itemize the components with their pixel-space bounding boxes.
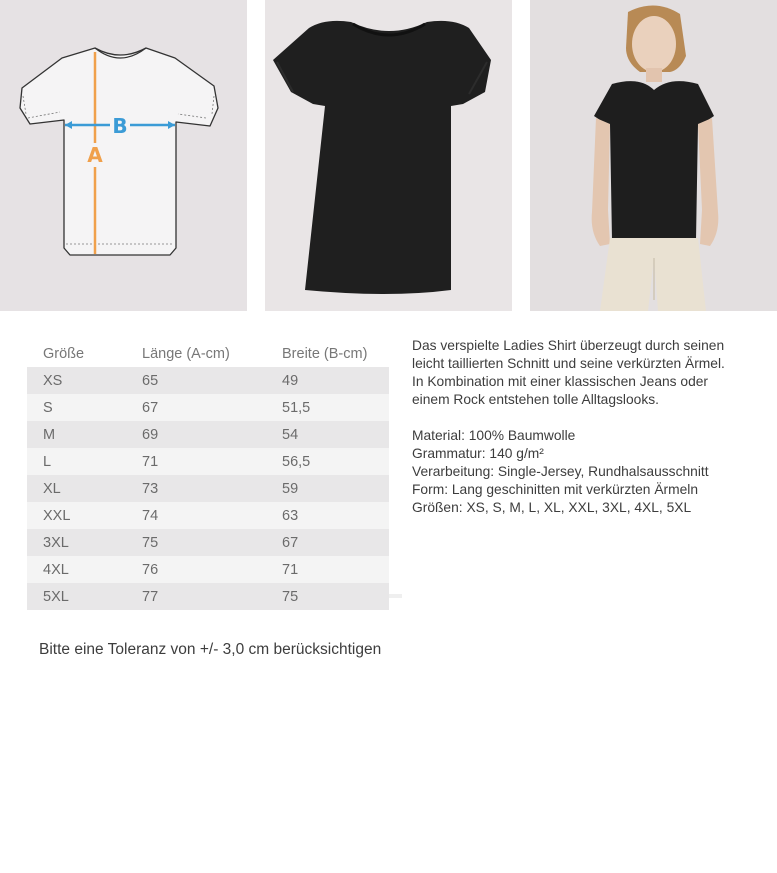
intro-line: In Kombination mit einer klassischen Jeans oder bbox=[412, 374, 709, 389]
table-divider bbox=[389, 594, 402, 598]
product-photo bbox=[265, 0, 512, 311]
column-header-size: Größe bbox=[27, 340, 142, 367]
size-cell: M bbox=[27, 421, 142, 448]
table-row bbox=[27, 529, 389, 556]
size-cell: XS bbox=[27, 367, 142, 394]
length-cell: 75 bbox=[142, 529, 282, 556]
model-photo bbox=[530, 0, 777, 311]
width-cell: 51,5 bbox=[282, 394, 389, 421]
length-cell: 73 bbox=[142, 475, 282, 502]
size-table bbox=[27, 340, 389, 610]
table-row bbox=[27, 475, 389, 502]
size-cell: 3XL bbox=[27, 529, 142, 556]
product-description bbox=[412, 337, 762, 517]
length-cell: 74 bbox=[142, 502, 282, 529]
intro-line: Das verspielte Ladies Shirt überzeugt durch seinen bbox=[412, 338, 725, 353]
size-cell: 4XL bbox=[27, 556, 142, 583]
spec-grammage: Grammatur: 140 g/m² bbox=[412, 446, 544, 461]
table-row bbox=[27, 502, 389, 529]
table-row bbox=[27, 448, 389, 475]
spec-form: Form: Lang geschinitten mit verkürzten Ärmeln bbox=[412, 482, 699, 497]
column-header-width: Breite (B-cm) bbox=[282, 340, 389, 367]
width-cell: 49 bbox=[282, 367, 389, 394]
table-row bbox=[27, 394, 389, 421]
length-cell: 71 bbox=[142, 448, 282, 475]
size-cell: L bbox=[27, 448, 142, 475]
table-row bbox=[27, 367, 389, 394]
width-cell: 56,5 bbox=[282, 448, 389, 475]
length-cell: 77 bbox=[142, 583, 282, 610]
width-cell: 63 bbox=[282, 502, 389, 529]
spec-sizes: Größen: XS, S, M, L, XL, XXL, 3XL, 4XL, 5XL bbox=[412, 500, 692, 515]
length-cell: 76 bbox=[142, 556, 282, 583]
size-cell: 5XL bbox=[27, 583, 142, 610]
size-cell: XXL bbox=[27, 502, 142, 529]
table-row bbox=[27, 583, 389, 610]
table-row bbox=[27, 421, 389, 448]
table-row bbox=[27, 556, 389, 583]
black-tshirt-image bbox=[265, 0, 512, 311]
column-header-length: Länge (A-cm) bbox=[142, 340, 282, 367]
intro-line: einem Rock entstehen tolle Alltagslooks. bbox=[412, 392, 659, 407]
width-cell: 75 bbox=[282, 583, 389, 610]
width-cell: 54 bbox=[282, 421, 389, 448]
size-cell: S bbox=[27, 394, 142, 421]
length-cell: 67 bbox=[142, 394, 282, 421]
width-cell: 59 bbox=[282, 475, 389, 502]
spec-material: Material: 100% Baumwolle bbox=[412, 428, 576, 443]
product-specs bbox=[412, 427, 762, 517]
measure-a-label: A bbox=[87, 143, 103, 167]
tolerance-note: Bitte eine Toleranz von +/- 3,0 cm berücksichtigen bbox=[39, 641, 382, 658]
width-cell: 71 bbox=[282, 556, 389, 583]
length-cell: 65 bbox=[142, 367, 282, 394]
size-table-header bbox=[27, 340, 389, 367]
intro-line: leicht taillierten Schnitt und seine verkürzten Ärmel. bbox=[412, 356, 725, 371]
measure-b-label: B bbox=[112, 114, 128, 138]
shirt-outline-diagram bbox=[0, 0, 247, 311]
model-wearing-shirt-image bbox=[530, 0, 777, 311]
length-cell: 69 bbox=[142, 421, 282, 448]
size-cell: XL bbox=[27, 475, 142, 502]
measurement-diagram bbox=[0, 0, 247, 311]
width-cell: 67 bbox=[282, 529, 389, 556]
spec-processing: Verarbeitung: Single-Jersey, Rundhalsausschnitt bbox=[412, 464, 709, 479]
description-intro bbox=[412, 337, 762, 409]
